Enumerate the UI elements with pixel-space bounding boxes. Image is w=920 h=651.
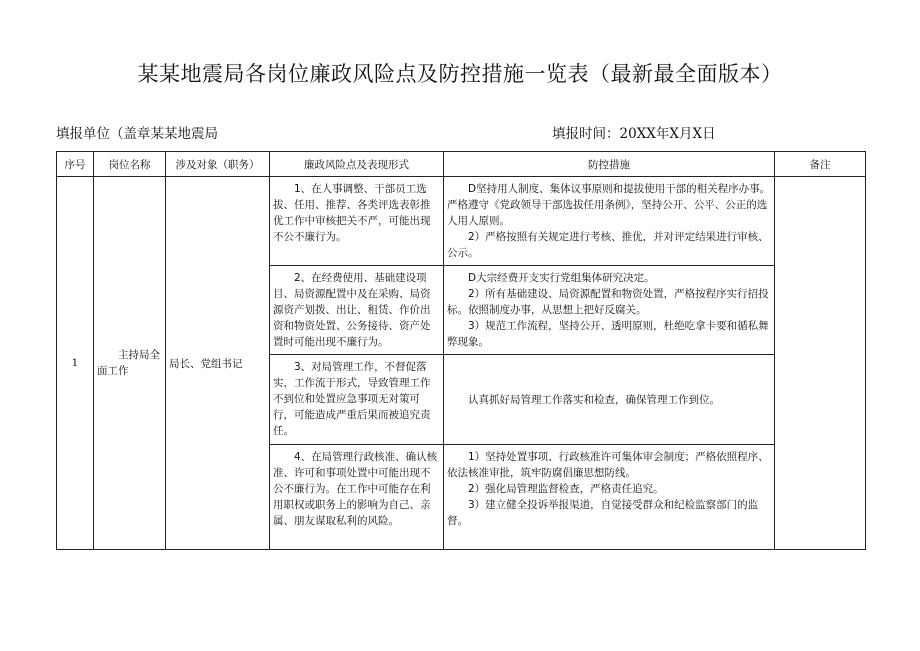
risk-table — [56, 151, 866, 550]
table-header-row — [57, 152, 866, 177]
risk-item-1: 1、在人事调整、干部员工选拔、任用、推荐、各类评选表彰推优工作中审核把关不严，可能出现不公不廉行为。 — [270, 177, 444, 266]
measure-item-2: D大宗经费开支实行党组集体研究决定。 2）所有基础建设、局资源配置和物资处置，严格按程序实行招投标。依照制度办事，从思想上把好反腐关。 3）规范工作流程，坚持公开、透明原则，杜绝吃拿卡要和循私舞弊现象。 — [444, 266, 775, 355]
measure-item-1: D坚持用人制度、集体议事原则和提拔使用干部的相关程序办事。严格遵守《党政领导干部选拔任用条例》，坚持公开、公平、公正的选人用人原则。 2）严格按照有关规定进行考核、推优，并对评定结果进行审核、公示。 — [444, 177, 775, 266]
document-title: 某某地震局各岗位廉政风险点及防控措施一览表（最新最全面版本） — [137, 62, 783, 86]
header-index: 序号 — [57, 152, 94, 177]
fill-time: 填报时间：20XX年X月X日 — [552, 126, 716, 142]
fill-unit: 填报单位（盖章某某地震局 — [56, 126, 218, 142]
risk-item-4: 4、在局管理行政核准、确认核准、许可和事项处置中可能出现不公不廉行为。在工作中可能存在利用职权或职务上的影响为自己、亲属、朋友谋取私利的风险。 — [270, 445, 444, 550]
risk-item-3: 3、对局管理工作，不督促落实，工作流于形式，导致管理工作不到位和处置应急事项无对策可行，可能造成严重后果而被追究责任。 — [270, 355, 444, 445]
header-remark: 备注 — [775, 152, 866, 177]
row-object: 局长、党组书记 — [166, 177, 270, 550]
row-remark — [775, 177, 866, 550]
header-post: 岗位名称 — [94, 152, 166, 177]
row-index: 1 — [57, 177, 94, 550]
measure-item-3: 认真抓好局管理工作落实和检查，确保管理工作到位。 — [444, 355, 775, 445]
measure-item-4: 1）坚持处置事项、行政核准许可集体审会制度；严格依照程序、依法核准审批，筑牢防腐倡廉思想防线。 2）强化局管理监督检查，严格责任追究。 3）建立健全投诉举报渠道，自觉接受群众和纪检监察部门的监督。 — [444, 445, 775, 550]
header-risk: 廉政风险点及表现形式 — [270, 152, 444, 177]
row-post: 主持局全面工作 — [94, 177, 166, 550]
header-object: 涉及对象（职务） — [166, 152, 270, 177]
header-measure: 防控措施 — [444, 152, 775, 177]
table-row — [57, 177, 866, 266]
risk-item-2: 2、在经费使用、基础建设项目、局资源配置中及在采购、局资源资产划拨、出让、租赁、作价出资和物资处置、公务接待、资产处置时可能出现不廉行为。 — [270, 266, 444, 355]
